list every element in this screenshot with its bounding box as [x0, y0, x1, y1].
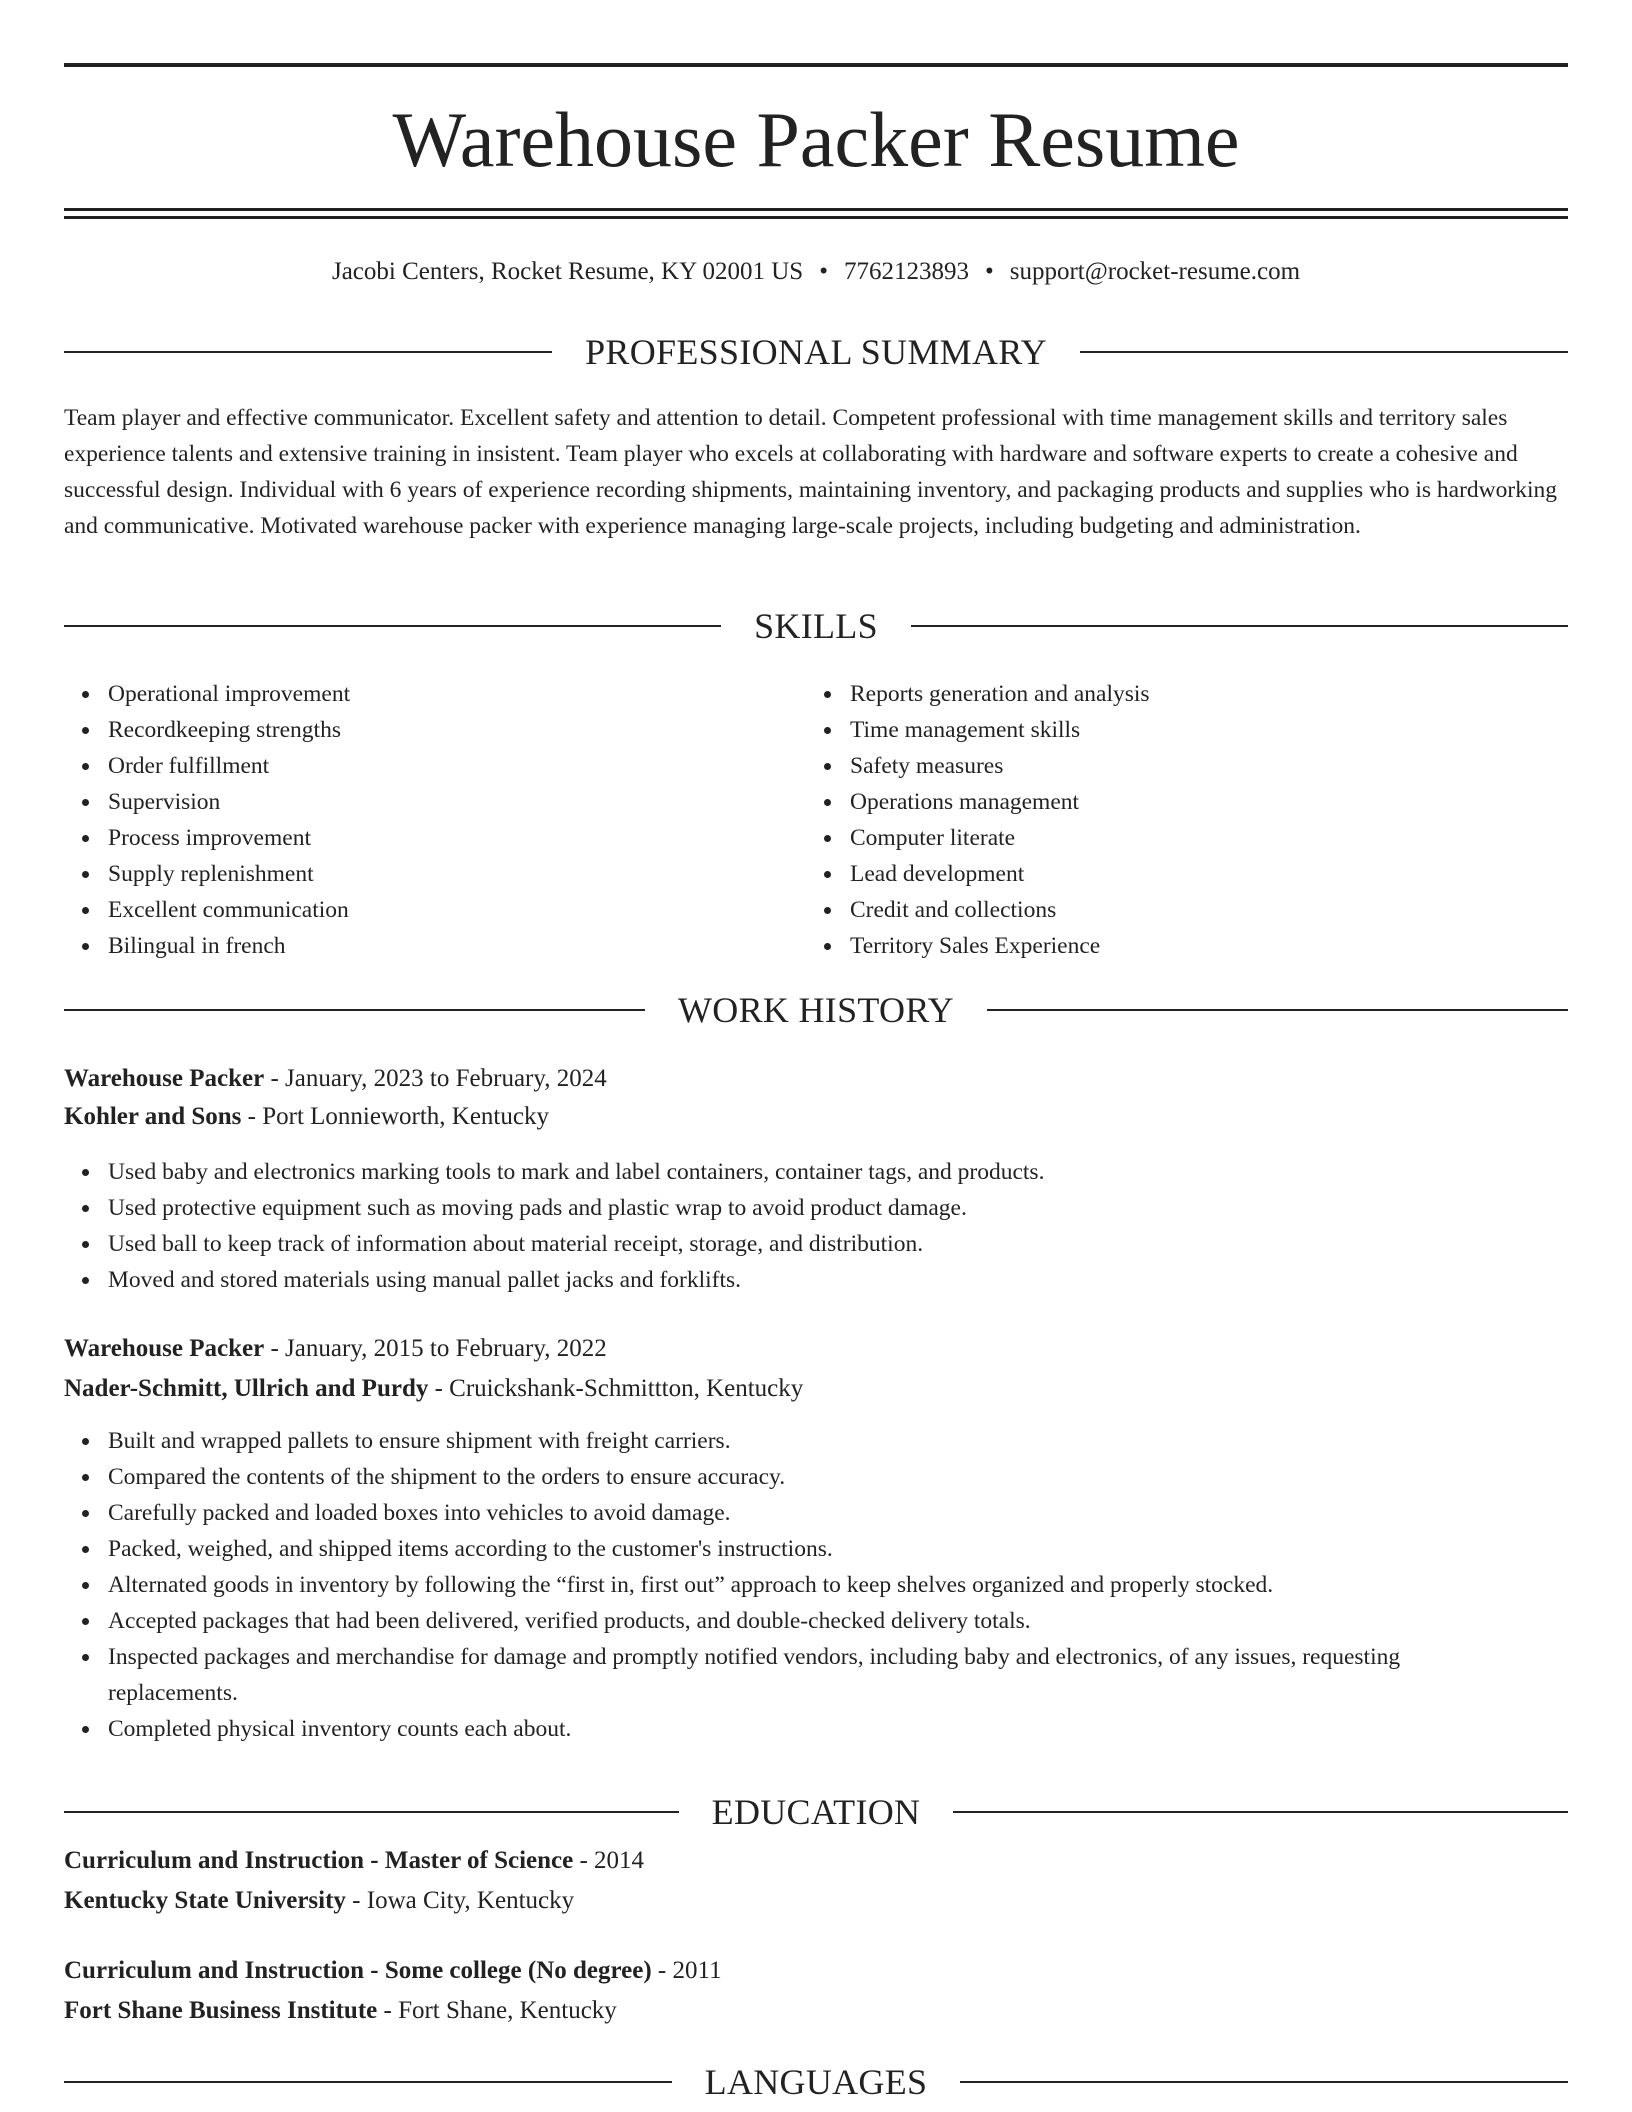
- education-year: - 2014: [573, 1847, 645, 1874]
- heading-rule-left: [64, 1009, 645, 1011]
- skill-item: Supervision: [64, 784, 764, 820]
- education-school-line: [64, 1993, 1568, 2029]
- heading-rule-left: [64, 2081, 672, 2083]
- job-bullet: Inspected packages and merchandise for damage and promptly notified vendors, including baby and electronics, of any issues, requesting replacements.: [64, 1639, 1568, 1711]
- skills-list-left: [64, 676, 764, 964]
- education-degree-line: [64, 1953, 1568, 1989]
- title-rule-lower: [64, 216, 1568, 219]
- job-bullet: Packed, weighed, and shipped items according to the customer's instructions.: [64, 1531, 1568, 1567]
- job-dates: - January, 2015 to February, 2022: [264, 1335, 607, 1362]
- heading-rule-left: [64, 625, 721, 627]
- top-rule: [64, 63, 1568, 67]
- education-school: Kentucky State University: [64, 1887, 346, 1914]
- heading-rule-left: [64, 1811, 679, 1813]
- section-heading-languages: [64, 2060, 1568, 2104]
- job-bullet: Built and wrapped pallets to ensure shipment with freight carriers.: [64, 1423, 1568, 1459]
- skill-item: Order fulfillment: [64, 748, 764, 784]
- contact-phone: 7762123893: [843, 258, 969, 285]
- skill-item: Reports generation and analysis: [806, 676, 1566, 712]
- education-school: Fort Shane Business Institute: [64, 1997, 378, 2024]
- job-title-line: [64, 1061, 1568, 1097]
- job-title: Warehouse Packer: [64, 1335, 265, 1362]
- heading-rule-right: [987, 1009, 1568, 1011]
- title-rule-upper: [64, 208, 1568, 211]
- section-heading-label: WORK HISTORY: [678, 990, 954, 1030]
- heading-rule-right: [953, 1811, 1568, 1813]
- education-school-line: [64, 1883, 1568, 1919]
- section-heading-label: LANGUAGES: [704, 2062, 928, 2102]
- skill-item: Credit and collections: [806, 892, 1566, 928]
- job-company: Nader-Schmitt, Ullrich and Purdy: [64, 1375, 429, 1402]
- job-location: - Port Lonnieworth, Kentucky: [241, 1103, 549, 1130]
- job-bullet: Used ball to keep track of information about material receipt, storage, and distribution.: [64, 1226, 1568, 1262]
- education-year: - 2011: [651, 1957, 722, 1984]
- section-heading-education: [64, 1790, 1568, 1834]
- skill-item: Bilingual in french: [64, 928, 764, 964]
- section-heading-summary: [64, 330, 1568, 374]
- education-location: - Fort Shane, Kentucky: [377, 1997, 617, 2024]
- heading-rule-right: [1080, 351, 1568, 353]
- job-company-line: [64, 1371, 1568, 1407]
- skill-item: Time management skills: [806, 712, 1566, 748]
- section-heading-label: PROFESSIONAL SUMMARY: [585, 332, 1047, 372]
- heading-rule-left: [64, 351, 552, 353]
- skill-item: Supply replenishment: [64, 856, 764, 892]
- education-location: - Iowa City, Kentucky: [345, 1887, 575, 1914]
- skill-item: Lead development: [806, 856, 1566, 892]
- education-degree-line: [64, 1843, 1568, 1879]
- job-company: Kohler and Sons: [64, 1103, 242, 1130]
- contact-separator: •: [984, 258, 994, 285]
- job-bullet: Used baby and electronics marking tools to mark and label containers, container tags, and products.: [64, 1154, 1568, 1190]
- page-title: Warehouse Packer Resume: [392, 96, 1240, 183]
- job-bullet: Accepted packages that had been delivered, verified products, and double-checked delivery totals.: [64, 1603, 1568, 1639]
- contact-address: Jacobi Centers, Rocket Resume, KY 02001 US: [331, 258, 804, 285]
- heading-rule-right: [960, 2081, 1568, 2083]
- skill-item: Safety measures: [806, 748, 1566, 784]
- section-heading-label: SKILLS: [754, 606, 878, 646]
- skill-item: Recordkeeping strengths: [64, 712, 764, 748]
- job-bullet: Moved and stored materials using manual pallet jacks and forklifts.: [64, 1262, 1568, 1298]
- contact-email: support@rocket-resume.com: [1009, 258, 1301, 285]
- skills-list-right: [806, 676, 1566, 964]
- contact-separator: •: [819, 258, 828, 285]
- job-bullet: Carefully packed and loaded boxes into vehicles to avoid damage.: [64, 1495, 1568, 1531]
- job-bullets: [64, 1423, 1568, 1747]
- job-bullets: [64, 1154, 1568, 1298]
- job-bullet: Used protective equipment such as moving pads and plastic wrap to avoid product damage.: [64, 1190, 1568, 1226]
- education-degree: Curriculum and Instruction - Master of Science: [64, 1847, 574, 1874]
- heading-rule-right: [911, 625, 1568, 627]
- job-title: Warehouse Packer: [64, 1065, 265, 1092]
- skill-item: Operational improvement: [64, 676, 764, 712]
- job-location: - Cruickshank-Schmittton, Kentucky: [428, 1375, 804, 1402]
- job-bullet: Compared the contents of the shipment to the orders to ensure accuracy.: [64, 1459, 1568, 1495]
- job-title-line: [64, 1331, 1568, 1367]
- contact-line: [64, 254, 1568, 290]
- job-bullet: Completed physical inventory counts each about.: [64, 1711, 1568, 1747]
- skill-item: Operations management: [806, 784, 1566, 820]
- education-degree: Curriculum and Instruction - Some college (No degree): [64, 1957, 652, 1984]
- job-dates: - January, 2023 to February, 2024: [264, 1065, 607, 1092]
- skill-item: Excellent communication: [64, 892, 764, 928]
- job-bullet: Alternated goods in inventory by following the “first in, first out” approach to keep shelves organized and properly stocked.: [64, 1567, 1568, 1603]
- skill-item: Process improvement: [64, 820, 764, 856]
- job-company-line: [64, 1099, 1568, 1135]
- skill-item: Territory Sales Experience: [806, 928, 1566, 964]
- section-heading-skills: [64, 604, 1568, 648]
- section-heading-work: [64, 988, 1568, 1032]
- summary-text: Team player and effective communicator. Excellent safety and attention to detail. Competent professional with time management skills and territory sales experience talents and extensive training in insistent. Team player who excels at collaborating with hardware and software experts to create a cohesive and successful design. Individual with 6 years of experience recording shipments, maintaining inventory, and packaging products and supplies who is hardworking and communicative. Motivated warehouse packer with experience managing large-scale projects, including budgeting and administration.: [64, 405, 1557, 539]
- skill-item: Computer literate: [806, 820, 1566, 856]
- section-heading-label: EDUCATION: [711, 1792, 921, 1832]
